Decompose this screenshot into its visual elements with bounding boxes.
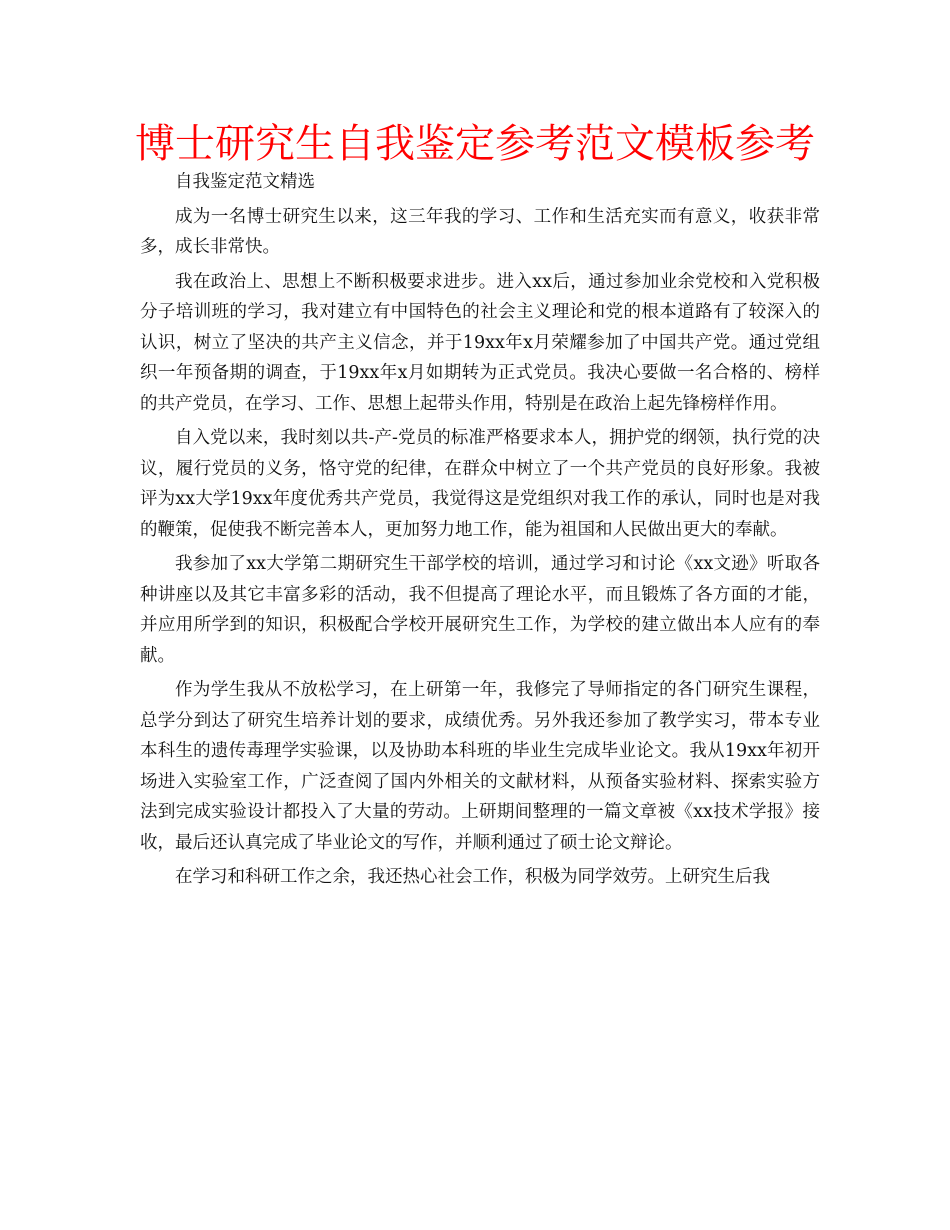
paragraph-4: 我参加了xx大学第二期研究生干部学校的培训，通过学习和讨论《xx文逊》听取各种讲座以及其它丰富多彩的活动，我不但提高了理论水平，而且锻炼了各方面的才能，并应用所学到的知识，积极配合学校开展研究生工作，为学校的建立做出本人应有的奉献。 [140,554,820,666]
paragraph-5: 作为学生我从不放松学习，在上研第一年，我修完了导师指定的各门研究生课程，总学分到达了研究生培养计划的要求，成绩优秀。另外我还参加了教学实习，带本专业本科生的遗传毒理学实验课，以及协助本科班的毕业生完成毕业论文。我从19xx年初开场进入实验室工作，广泛查阅了国内外相关的文献材料，从预备实验材料、探索实验方法到完成实验设计都投入了大量的劳动。上研期间整理的一篇文章被《xx技术学报》接收，最后还认真完成了毕业论文的写作，并顺利通过了硕士论文辩论。 [140,680,820,853]
document-title: 博士研究生自我鉴定参考范文模板参考 [135,121,815,167]
document-body [140,167,820,897]
document-subtitle: 自我鉴定范文精选 [175,172,315,192]
paragraph-3: 自入党以来，我时刻以共-产-党员的标准严格要求本人，拥护党的纲领，执行党的决议，履行党员的义务，恪守党的纪律，在群众中树立了一个共产党员的良好形象。我被评为xx大学19xx年度优秀共产党员，我觉得这是党组织对我工作的承认，同时也是对我的鞭策，促使我不断完善本人，更加努力地工作，能为祖国和人民做出更大的奉献。 [140,428,820,540]
paragraph-6: 在学习和科研工作之余，我还热心社会工作，积极为同学效劳。上研究生后我 [175,867,770,887]
paragraph-2: 我在政治上、思想上不断积极要求进步。进入xx后，通过参加业余党校和入党积极分子培训班的学习，我对建立有中国特色的社会主义理论和党的根本道路有了较深入的认识，树立了坚决的共产主义信念，并于19xx年x月荣耀参加了中国共产党。通过党组织一年预备期的调查，于19xx年x月如期转为正式党员。我决心要做一名合格的、榜样的共产党员，在学习、工作、思想上起带头作用，特别是在政治上起先锋榜样作用。 [140,271,820,414]
paragraph-1: 成为一名博士研究生以来，这三年我的学习、工作和生活充实而有意义，收获非常多，成长非常快。 [140,206,820,257]
